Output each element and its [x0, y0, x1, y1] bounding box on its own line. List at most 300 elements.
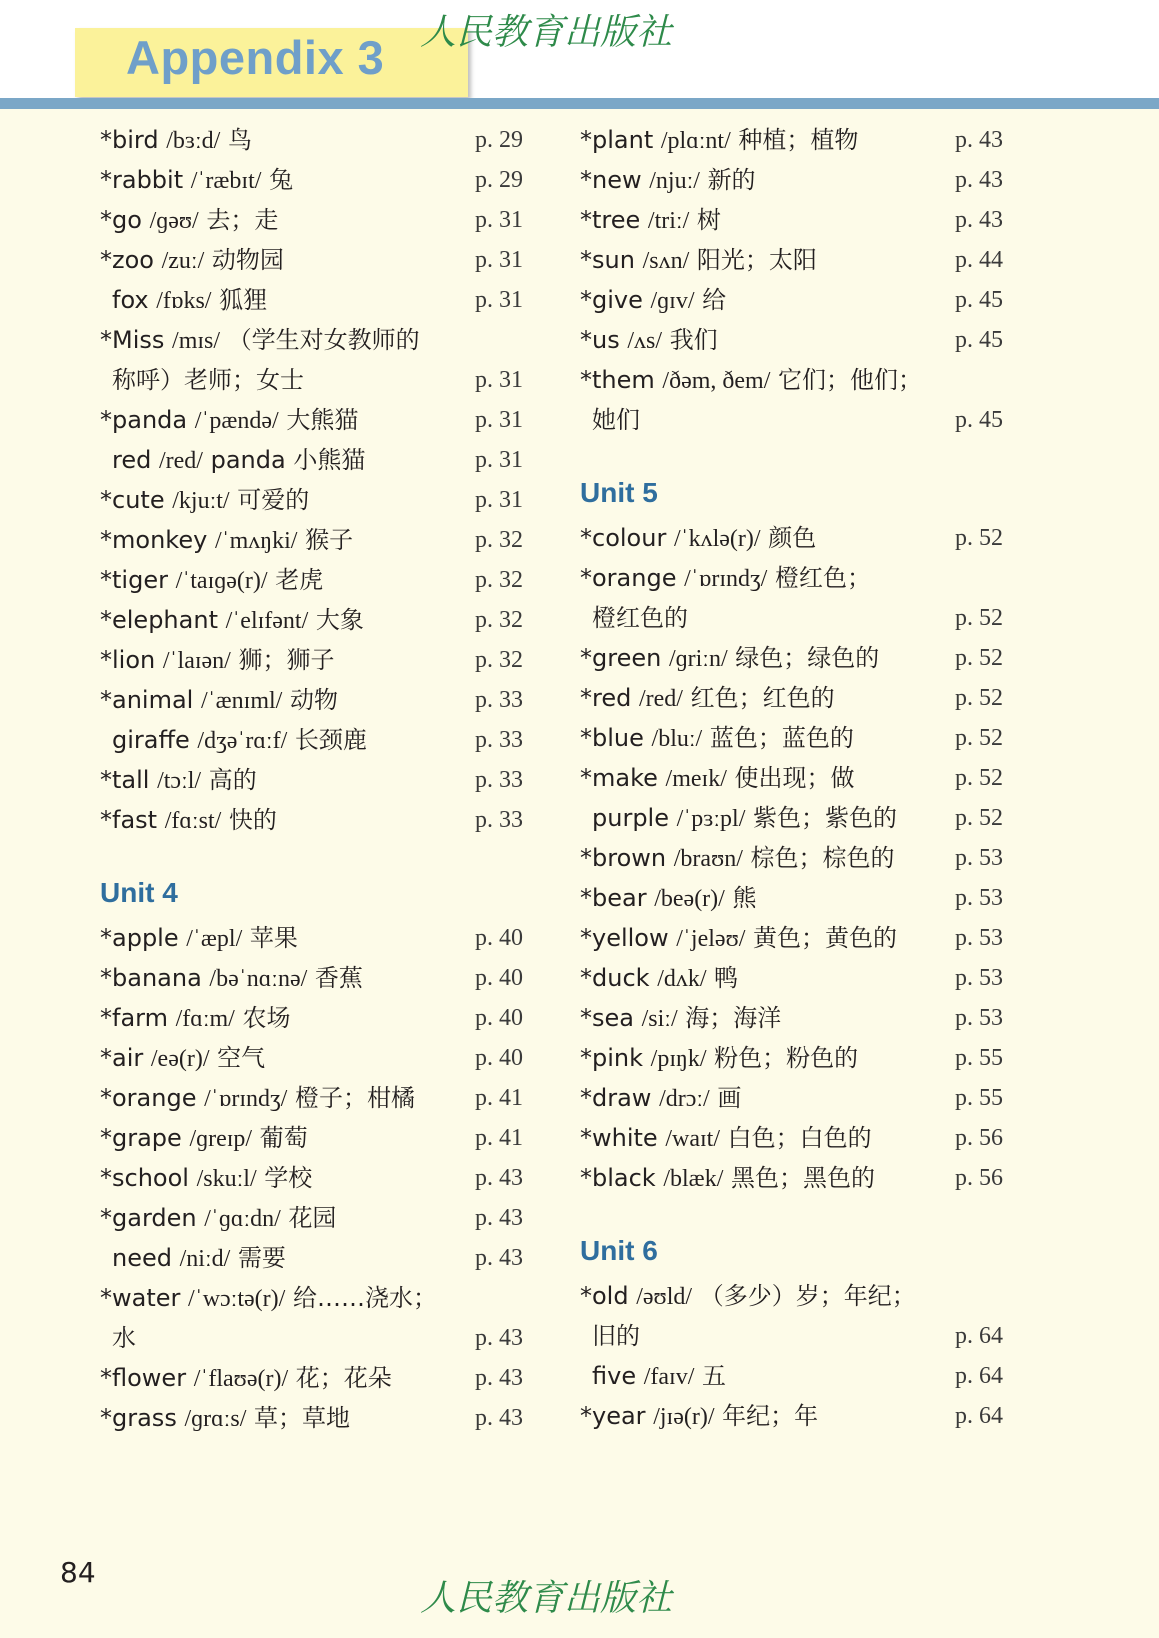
headword: *new [580, 166, 642, 194]
phonetic: /bluː/ [651, 726, 703, 752]
entry-text [100, 1358, 392, 1399]
phonetic: /ʌs/ [627, 328, 663, 354]
header-rule [0, 98, 1159, 109]
entry-text [112, 720, 367, 761]
page-title: Appendix 3 [126, 31, 385, 84]
vocab-entry [580, 958, 1010, 998]
meaning: 使出现；做 [734, 764, 855, 792]
headword: *fast [100, 806, 158, 834]
vocab-entry [100, 1318, 530, 1358]
vocab-entry [580, 758, 1010, 798]
phonetic: /red/ [158, 448, 203, 474]
vocab-entry [580, 1118, 1010, 1158]
meaning: 长颈鹿 [294, 726, 367, 754]
left-column [100, 120, 530, 1438]
page-ref: p. 56 [955, 1165, 1003, 1191]
headword: *plant [580, 126, 654, 154]
page-ref: p. 55 [955, 1045, 1003, 1071]
phonetic: /kjuːt/ [172, 488, 230, 514]
unit-4-entries [100, 918, 530, 1438]
entry-text [580, 1078, 741, 1119]
entry-text [100, 1038, 265, 1079]
headword: *us [580, 326, 620, 354]
page-ref: p. 32 [475, 567, 523, 593]
headword: *flower [100, 1364, 187, 1392]
page-ref: p. 41 [475, 1085, 523, 1111]
vocab-entry [100, 1118, 530, 1158]
vocab-entry [100, 280, 530, 320]
page-ref: p. 53 [955, 965, 1003, 991]
meaning: 大象 [315, 606, 364, 634]
meaning: 兔 [269, 166, 294, 194]
phonetic: /beə(r)/ [654, 886, 725, 912]
entry-text [100, 160, 293, 201]
headword: *rabbit [100, 166, 184, 194]
meaning: 熊 [732, 884, 757, 912]
entry-text [580, 1038, 858, 1079]
headword: *tall [100, 766, 150, 794]
headword: *blue [580, 724, 644, 752]
phonetic: /zuː/ [161, 248, 205, 274]
meaning: 颜色 [768, 524, 817, 552]
entry-text [100, 998, 290, 1039]
page-ref: p. 43 [955, 207, 1003, 233]
meaning: panda 小熊猫 [210, 446, 366, 474]
headword: purple [592, 804, 669, 832]
entry-text [580, 1158, 875, 1199]
headword: *farm [100, 1004, 168, 1032]
page-ref: p. 31 [475, 407, 523, 433]
entry-text [100, 1158, 312, 1199]
vocab-entry [100, 480, 530, 520]
page-ref: p. 31 [475, 447, 523, 473]
vocab-entry [100, 1198, 530, 1238]
meaning: 黄色；黄色的 [753, 924, 898, 952]
entry-text [580, 998, 781, 1039]
phonetic: /mɪs/ [172, 328, 221, 354]
meaning: 花；花朵 [295, 1364, 392, 1392]
entry-text [100, 320, 420, 361]
headword: *banana [100, 964, 202, 992]
meaning: （多少）岁；年纪； [699, 1282, 916, 1310]
vocab-entry [100, 1078, 530, 1118]
phonetic: /blæk/ [663, 1166, 724, 1192]
entry-text [592, 1356, 726, 1397]
meaning: 海；海洋 [685, 1004, 782, 1032]
page-ref: p. 53 [955, 885, 1003, 911]
vocab-entry [580, 280, 1010, 320]
headword: *elephant [100, 606, 218, 634]
page-ref: p. 44 [955, 247, 1003, 273]
vocab-entry [100, 400, 530, 440]
vocab-entry [580, 1356, 1010, 1396]
entry-text [580, 638, 879, 679]
meaning: 需要 [237, 1244, 286, 1272]
meaning: 新的 [707, 166, 756, 194]
meaning: 可爱的 [237, 486, 310, 514]
headword: *grape [100, 1124, 182, 1152]
entry-text [580, 558, 871, 599]
phonetic: /sʌn/ [642, 248, 690, 274]
phonetic: /ɡəʊ/ [149, 208, 199, 234]
entry-text [580, 200, 721, 241]
phonetic: /ˈtaɪɡə(r)/ [175, 568, 268, 594]
headword: *grass [100, 1404, 177, 1432]
vocab-entry [580, 1158, 1010, 1198]
entry-text [112, 1318, 136, 1358]
phonetic: /dʌk/ [657, 966, 707, 992]
entry-text [100, 200, 278, 241]
meaning: 香蕉 [314, 964, 363, 992]
meaning: 我们 [669, 326, 718, 354]
phonetic: /faɪv/ [643, 1364, 695, 1390]
headword: *zoo [100, 246, 154, 274]
phonetic: /pɪŋk/ [650, 1046, 707, 1072]
vocab-entry [100, 600, 530, 640]
meaning: 称呼）老师；女士 [112, 366, 304, 394]
phonetic: /skuːl/ [196, 1166, 257, 1192]
vocab-entry [580, 998, 1010, 1038]
meaning: 橙红色的 [592, 604, 688, 632]
page-ref: p. 32 [475, 607, 523, 633]
page-ref: p. 64 [955, 1323, 1003, 1349]
page-ref: p. 52 [955, 605, 1003, 631]
meaning: 狮；狮子 [238, 646, 335, 674]
publisher-logo-bottom [420, 1574, 730, 1624]
meaning: 蓝色；蓝色的 [709, 724, 854, 752]
vocab-entry [100, 1398, 530, 1438]
entry-text [100, 640, 334, 681]
phonetic: /eə(r)/ [150, 1046, 210, 1072]
headword: red [112, 446, 152, 474]
meaning: 五 [702, 1362, 727, 1390]
phonetic: /əʊld/ [636, 1284, 693, 1310]
headword: *garden [100, 1204, 197, 1232]
headword: *duck [580, 964, 650, 992]
headword: *black [580, 1164, 656, 1192]
vocab-entry [580, 838, 1010, 878]
page-ref: p. 56 [955, 1125, 1003, 1151]
entry-text [580, 878, 756, 919]
phonetic: /ˈwɔːtə(r)/ [188, 1286, 286, 1312]
entry-text [100, 120, 252, 161]
page-ref: p. 40 [475, 965, 523, 991]
phonetic: /ˈpɜːpl/ [676, 806, 746, 832]
entry-text [580, 280, 726, 321]
vocab-entry [100, 320, 530, 360]
entry-text [580, 758, 855, 799]
phonetic: /ɡreɪp/ [189, 1126, 253, 1152]
entry-text [580, 1396, 818, 1437]
page-ref: p. 31 [475, 367, 523, 393]
vocab-entry [580, 918, 1010, 958]
headword: fox [112, 286, 149, 314]
page-number: 84 [60, 1556, 96, 1589]
meaning: 画 [717, 1084, 742, 1112]
page-ref: p. 33 [475, 687, 523, 713]
headword: *colour [580, 524, 667, 552]
unit-5-heading: Unit 5 [580, 477, 658, 508]
page-ref: p. 33 [475, 727, 523, 753]
phonetic: /jɪə(r)/ [653, 1404, 715, 1430]
meaning: 粉色；粉色的 [714, 1044, 859, 1072]
meaning: 紫色；紫色的 [753, 804, 898, 832]
meaning: 红色；红色的 [690, 684, 835, 712]
meaning: 高的 [208, 766, 257, 794]
page-ref: p. 43 [475, 1325, 523, 1351]
page-ref: p. 52 [955, 725, 1003, 751]
vocab-entry [100, 1158, 530, 1198]
headword: *yellow [580, 924, 669, 952]
phonetic: /plɑːnt/ [660, 128, 731, 154]
unit-4-heading: Unit 4 [100, 877, 178, 908]
meaning: 动物园 [211, 246, 284, 274]
headword: *red [580, 684, 632, 712]
page-ref: p. 32 [475, 527, 523, 553]
page-ref: p. 45 [955, 287, 1003, 313]
phonetic: /bəˈnɑːnə/ [209, 966, 308, 992]
headword: *monkey [100, 526, 208, 554]
meaning: 年纪；年 [722, 1402, 819, 1430]
vocab-entry [580, 120, 1010, 160]
page-ref: p. 64 [955, 1363, 1003, 1389]
vocab-entry [100, 640, 530, 680]
page-ref: p. 40 [475, 1045, 523, 1071]
headword: *old [580, 1282, 629, 1310]
vocab-entry [580, 1078, 1010, 1118]
page-ref: p. 43 [955, 167, 1003, 193]
meaning: 给……浇水； [292, 1284, 437, 1312]
meaning: （学生对女教师的 [227, 326, 420, 354]
meaning: 旧的 [592, 1322, 640, 1350]
unit-5-entries [580, 518, 1010, 1198]
vocab-entry [580, 518, 1010, 558]
entry-text [592, 798, 897, 839]
headword: *apple [100, 924, 179, 952]
phonetic: /drɔː/ [659, 1086, 710, 1112]
phonetic: /siː/ [641, 1006, 678, 1032]
page-ref: p. 33 [475, 807, 523, 833]
page-ref: p. 31 [475, 247, 523, 273]
headword: *go [100, 206, 142, 234]
entry-text [112, 360, 304, 400]
headword: *animal [100, 686, 194, 714]
page-ref: p. 31 [475, 487, 523, 513]
headword: *Miss [100, 326, 165, 354]
svg-text:人民教育出版社: 人民教育出版社 [420, 1578, 673, 1619]
entry-text [100, 800, 277, 841]
vocab-entry [100, 160, 530, 200]
meaning: 种植；植物 [738, 126, 859, 154]
vocab-entry [580, 878, 1010, 918]
headword: *sun [580, 246, 635, 274]
vocab-entry [100, 560, 530, 600]
meaning: 橙红色； [774, 564, 871, 592]
headword: *lion [100, 646, 156, 674]
meaning: 花园 [288, 1204, 337, 1232]
headword: *tree [580, 206, 641, 234]
vocab-entry [100, 800, 530, 840]
entry-text [592, 400, 640, 440]
headword: giraffe [112, 726, 190, 754]
headword: *sea [580, 1004, 634, 1032]
entry-text [580, 320, 718, 361]
headword: *them [580, 366, 655, 394]
meaning: 水 [112, 1324, 136, 1352]
phonetic: /ˈɡɑːdn/ [204, 1206, 281, 1232]
page-ref: p. 43 [955, 127, 1003, 153]
meaning: 动物 [289, 686, 338, 714]
phonetic: /waɪt/ [665, 1126, 720, 1152]
vocab-entry [580, 240, 1010, 280]
entry-text [100, 760, 257, 801]
entry-text [112, 280, 267, 321]
vocab-entry [100, 240, 530, 280]
vocab-entry [580, 1316, 1010, 1356]
phonetic: /dʒəˈrɑːf/ [197, 728, 288, 754]
vocab-entry [580, 678, 1010, 718]
entry-text [580, 160, 756, 201]
vocab-entry [100, 1038, 530, 1078]
headword: *year [580, 1402, 646, 1430]
headword: *white [580, 1124, 658, 1152]
meaning: 鸟 [227, 126, 252, 154]
vocab-entry [100, 760, 530, 800]
phonetic: /ðəm, ðem/ [662, 368, 771, 394]
entry-text [592, 598, 688, 638]
meaning: 橙子；柑橘 [294, 1084, 415, 1112]
phonetic: /ˈæpl/ [186, 926, 243, 952]
meaning: 白色；白色的 [727, 1124, 872, 1152]
entry-text [100, 1118, 308, 1159]
meaning: 空气 [217, 1044, 266, 1072]
meaning: 给 [702, 286, 727, 314]
page-ref: p. 52 [955, 805, 1003, 831]
entry-text [100, 240, 284, 281]
entry-text [592, 1316, 640, 1356]
entry-text [100, 1278, 437, 1319]
phonetic: /bɜːd/ [166, 128, 221, 154]
meaning: 快的 [228, 806, 277, 834]
unit-6-heading: Unit 6 [580, 1235, 658, 1266]
phonetic: /ˈræbɪt/ [190, 168, 262, 194]
meaning: 棕色；棕色的 [750, 844, 895, 872]
entry-text [100, 520, 353, 561]
meaning: 学校 [264, 1164, 313, 1192]
vocab-entry [100, 360, 530, 400]
meaning: 它们；他们； [778, 366, 923, 394]
vocab-entry [100, 1358, 530, 1398]
entry-text [580, 518, 816, 559]
headword: *cute [100, 486, 165, 514]
entry-text [112, 1238, 286, 1279]
vocab-entry [100, 958, 530, 998]
meaning: 树 [696, 206, 721, 234]
meaning: 去；走 [206, 206, 279, 234]
meaning: 绿色；绿色的 [735, 644, 880, 672]
page-ref: p. 32 [475, 647, 523, 673]
vocab-entry [580, 798, 1010, 838]
phonetic: /ɡrɑːs/ [184, 1406, 247, 1432]
headword: five [592, 1362, 637, 1390]
entry-text [100, 400, 358, 441]
phonetic: /braʊn/ [673, 846, 743, 872]
entries-top-left [100, 120, 530, 840]
meaning: 大熊猫 [286, 406, 359, 434]
phonetic: /ˈelɪfənt/ [225, 608, 309, 634]
page-ref: p. 29 [475, 127, 523, 153]
headword: need [112, 1244, 172, 1272]
vocab-entry [100, 520, 530, 560]
phonetic: /niːd/ [179, 1246, 231, 1272]
entry-text [580, 1276, 916, 1317]
headword: *make [580, 764, 658, 792]
right-column [580, 120, 1010, 1436]
phonetic: /meɪk/ [665, 766, 727, 792]
headword: *school [100, 1164, 189, 1192]
vocab-entry [100, 440, 530, 480]
page-ref: p. 43 [475, 1365, 523, 1391]
entry-text [580, 838, 895, 879]
page-ref: p. 40 [475, 925, 523, 951]
meaning: 老虎 [275, 566, 324, 594]
entry-text [580, 120, 858, 161]
meaning: 猴子 [305, 526, 354, 554]
headword: *green [580, 644, 662, 672]
svg-text:人民教育出版社: 人民教育出版社 [420, 12, 673, 53]
vocab-entry [100, 998, 530, 1038]
page-ref: p. 53 [955, 925, 1003, 951]
page-ref: p. 43 [475, 1165, 523, 1191]
entry-text [580, 958, 738, 999]
vocab-entry [580, 160, 1010, 200]
page-ref: p. 33 [475, 767, 523, 793]
page-ref: p. 52 [955, 685, 1003, 711]
phonetic: /fɑːst/ [164, 808, 222, 834]
entry-text [100, 918, 298, 959]
publisher-logo-top [420, 8, 730, 58]
vocab-entry [580, 558, 1010, 598]
meaning: 阳光；太阳 [696, 246, 817, 274]
phonetic: /ˈpændə/ [194, 408, 279, 434]
page-ref: p. 52 [955, 525, 1003, 551]
headword: *water [100, 1284, 181, 1312]
page-ref: p. 31 [475, 287, 523, 313]
page-ref: p. 29 [475, 167, 523, 193]
vocab-entry [580, 1396, 1010, 1436]
vocab-entry [580, 718, 1010, 758]
vocab-entry [580, 360, 1010, 400]
vocab-entry [580, 200, 1010, 240]
page-ref: p. 52 [955, 645, 1003, 671]
page-ref: p. 55 [955, 1085, 1003, 1111]
headword: *brown [580, 844, 667, 872]
page-ref: p. 41 [475, 1125, 523, 1151]
entry-text [100, 600, 364, 641]
meaning: 黑色；黑色的 [731, 1164, 875, 1192]
phonetic: /ˈjeləʊ/ [676, 926, 746, 952]
headword: *air [100, 1044, 144, 1072]
vocab-entry [100, 720, 530, 760]
vocab-entry [100, 120, 530, 160]
entry-text [580, 678, 835, 719]
page-ref: p. 40 [475, 1005, 523, 1031]
page-ref: p. 43 [475, 1205, 523, 1231]
phonetic: /ˈmʌŋki/ [214, 528, 298, 554]
vocab-entry [580, 400, 1010, 440]
entry-text [580, 360, 922, 401]
entry-text [580, 918, 897, 959]
